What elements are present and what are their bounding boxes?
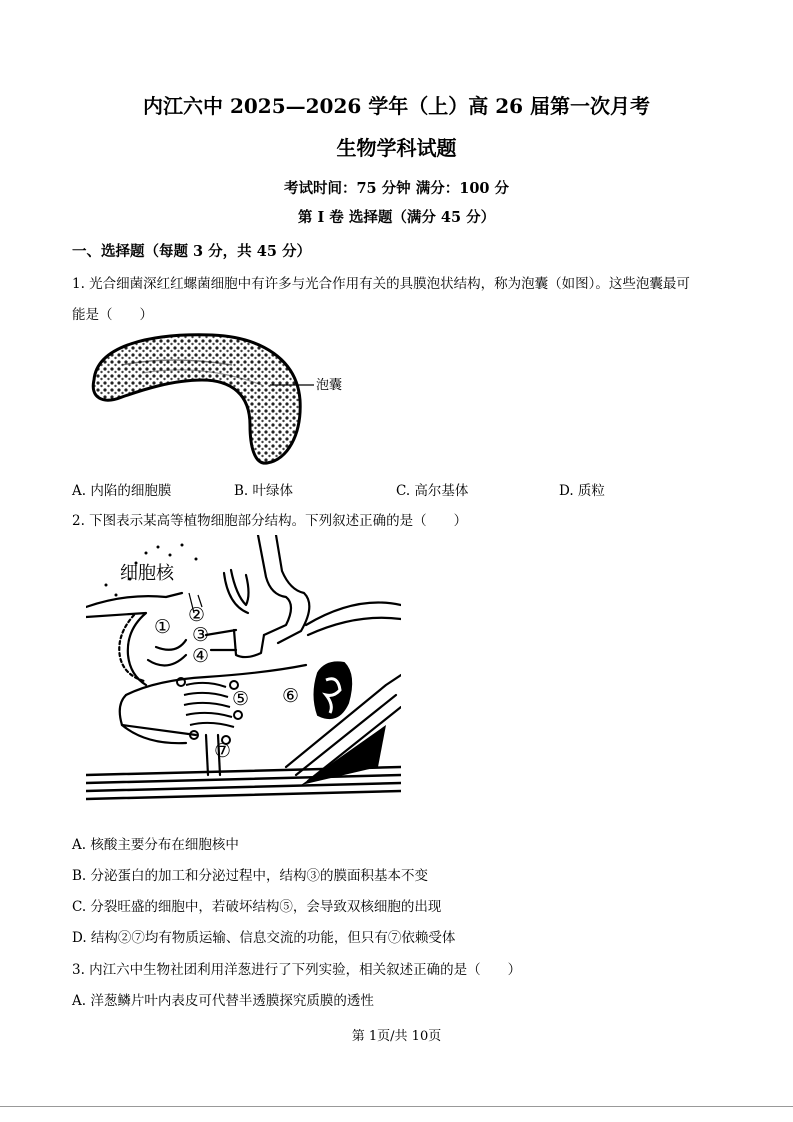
label-5: ⑤ (232, 688, 250, 710)
page-number: 第 1页/共 10页 (351, 1029, 442, 1044)
question-2-option-d: D. 结构②⑦均有物质运输、信息交流的功能，但只有⑦依赖受体 (72, 930, 456, 946)
bacterium-figure (82, 325, 362, 475)
question-1-stem-line2: 能是（ ） (72, 307, 153, 323)
section-title: 一、选择题（每题 3 分，共 45 分） (72, 243, 311, 260)
question-2-option-a: A. 核酸主要分布在细胞核中 (72, 837, 239, 853)
question-2-option-b: B. 分泌蛋白的加工和分泌过程中，结构③的膜面积基本不变 (72, 868, 429, 884)
label-4: ④ (192, 645, 210, 667)
exam-title: 内江六中 2025—2026 学年（上）高 26 届第一次月考 (142, 94, 650, 118)
subject-title: 生物学科试题 (336, 136, 457, 160)
question-2-stem: 2. 下图表示某高等植物细胞部分结构。下列叙述正确的是（ ） (72, 513, 468, 529)
label-2: ② (188, 604, 206, 626)
question-3-option-a: A. 洋葱鳞片叶内表皮可代替半透膜探究质膜的透性 (72, 993, 374, 1009)
question-1-option-a: A. 内陷的细胞膜 (72, 483, 172, 499)
label-3: ③ (192, 624, 210, 646)
bacterium-body (93, 335, 300, 463)
label-7: ⑦ (214, 740, 232, 762)
mitochondrion (315, 662, 352, 718)
page-bottom-divider (0, 1106, 793, 1107)
question-2-option-c: C. 分裂旺盛的细胞中，若破坏结构⑤，会导致双核细胞的出现 (72, 899, 442, 915)
label-1: ① (154, 616, 172, 638)
nucleus-label: 细胞核 (120, 563, 174, 584)
question-3-stem: 3. 内江六中生物社团利用洋葱进行了下列实验，相关叙述正确的是（ ） (72, 962, 522, 978)
exam-info: 考试时间：75 分钟 满分：100 分 (283, 180, 510, 197)
question-1-option-d: D. 质粒 (559, 483, 605, 499)
question-1-option-b: B. 叶绿体 (234, 483, 294, 499)
label-6: ⑥ (282, 685, 300, 707)
vesicle-label: 泡囊 (316, 378, 343, 393)
part-title: 第 I 卷 选择题（满分 45 分） (297, 209, 496, 226)
question-1-option-c: C. 高尔基体 (396, 483, 469, 499)
plant-cell-figure (86, 535, 401, 817)
question-1-stem-line1: 1. 光合细菌深红红螺菌细胞中有许多与光合作用有关的具膜泡状结构，称为泡囊（如图）。这些泡囊最可 (72, 276, 690, 292)
